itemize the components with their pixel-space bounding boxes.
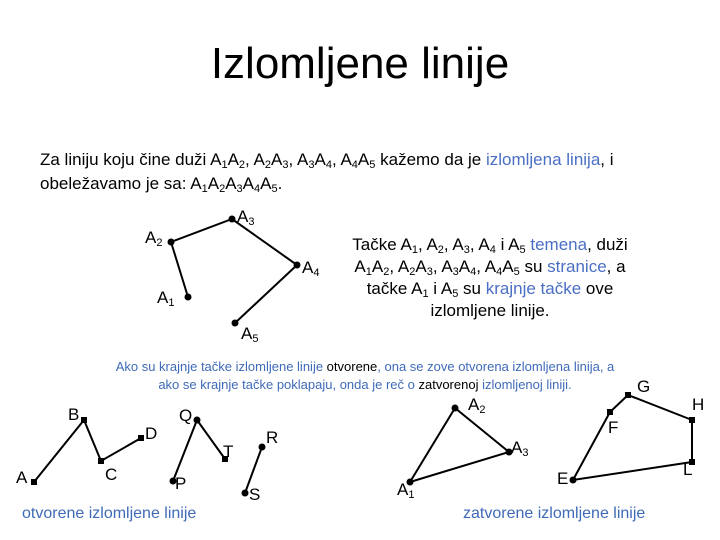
label-P: P: [175, 474, 187, 493]
point-R: [259, 444, 266, 451]
point-a5: [232, 320, 239, 327]
point-closed-a2: [452, 405, 459, 412]
label-D: D: [145, 424, 158, 443]
note-line-1: Ako su krajnje tačke izlomljene linije otvorene, ona se zove otvorena izlomljena linija, a: [115, 359, 615, 374]
label-G: G: [637, 377, 651, 396]
label-A: A: [16, 468, 28, 487]
intro-line-1: Za liniju koju čine duži $A_1A_2$, $A_2A_3$, $A_3A_4$, $A_4A_5$ kažemo da je izlomljena linija, i: [40, 150, 614, 171]
point-Q: [194, 417, 201, 424]
point-a3: [229, 216, 236, 223]
label-a3: $A_3$: [237, 207, 255, 228]
side-line-3: tačke $A_1$ i $A_5$ su krajnje tačke ove: [366, 279, 614, 300]
side-line-1: Tačke $A_1$, $A_2$, $A_3$, $A_4$ i $A_5$ temena, duži: [352, 235, 628, 256]
note-line-2: ako se krajnje tačke poklapaju, onda je reč o zatvorenoj izlomljenoj liniji.: [158, 377, 572, 392]
label-E: E: [557, 469, 569, 488]
point-H: [689, 417, 695, 423]
point-C: [98, 458, 104, 464]
caption-open: otvorene izlomljene linije: [22, 505, 197, 522]
label-a5: $A_5$: [241, 324, 259, 345]
point-a4: [294, 262, 301, 269]
point-a2: [168, 239, 175, 246]
caption-closed: zatvorene izlomljene linije: [463, 505, 646, 522]
label-C: C: [105, 465, 118, 484]
label-T: T: [223, 442, 234, 461]
label-a4: $A_4$: [302, 258, 320, 279]
point-E: [570, 477, 577, 484]
point-B: [81, 417, 87, 423]
triangle-a1a2a3: [410, 408, 509, 482]
polyline-pqt: [173, 420, 225, 481]
point-D: [138, 435, 144, 441]
label-B: B: [68, 405, 80, 424]
point-F: [607, 409, 613, 415]
page-title: Izlomljene linije: [210, 39, 510, 88]
label-closed-a1: $A_1$: [397, 480, 415, 501]
label-closed-a2: $A_2$: [468, 395, 486, 416]
point-A: [31, 479, 37, 485]
term-izlomljena-linija: izlomljena linija: [485, 150, 601, 169]
label-H: H: [692, 395, 705, 414]
polyline-a1-a5: [171, 219, 297, 323]
polygon-ghlef: [573, 395, 692, 480]
label-Q: Q: [179, 406, 193, 425]
intro-line-2: obeležavamo je sa: $A_1A_2A_3A_4A_5$.: [40, 174, 283, 195]
label-R: R: [266, 428, 279, 447]
term-stranice: stranice: [547, 257, 607, 276]
point-a1: [185, 294, 192, 301]
label-F: F: [608, 418, 619, 437]
label-L: L: [683, 460, 693, 479]
side-line-2: $A_1A_2$, $A_2A_3$, $A_3A_4$, $A_4A_5$ su stranice, a: [354, 257, 626, 278]
polyline-abcd: [34, 420, 141, 482]
side-line-4: izlomljene linije.: [430, 301, 550, 320]
term-temena: temena: [530, 235, 588, 254]
label-a2: $A_2$: [145, 228, 163, 249]
label-a1: $A_1$: [157, 288, 175, 309]
label-closed-a3: $A_3$: [511, 438, 529, 459]
point-S: [242, 490, 249, 497]
label-S: S: [249, 485, 261, 504]
term-krajnje-tacke: krajnje tačke: [485, 279, 582, 298]
